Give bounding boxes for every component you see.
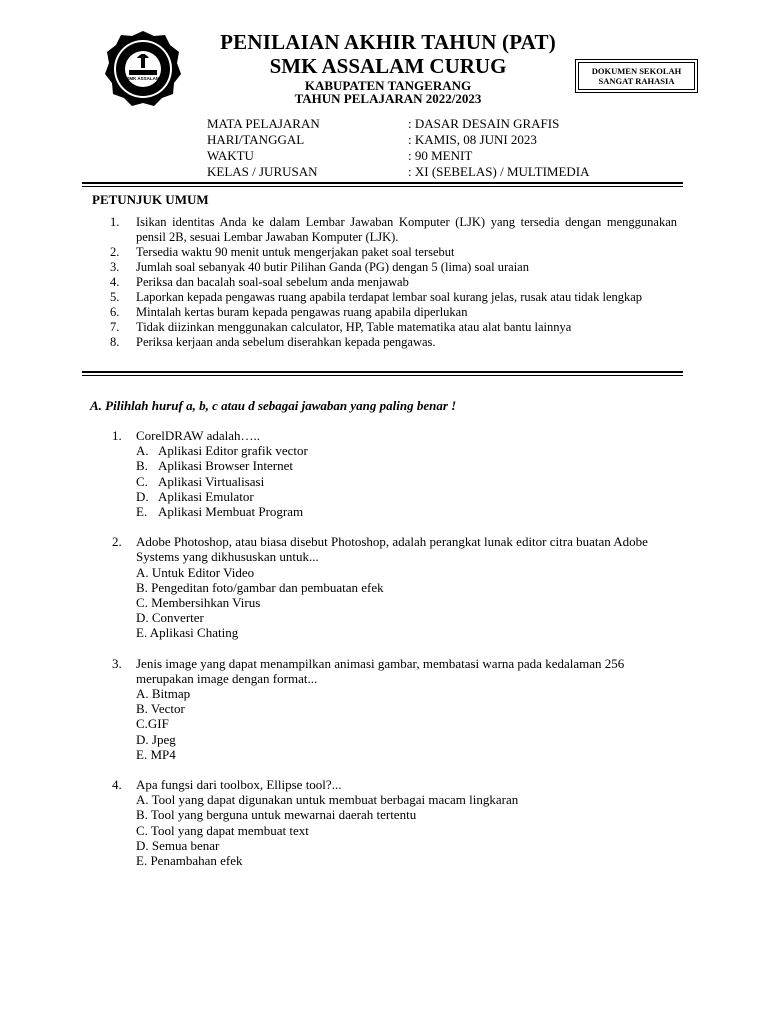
answer-option: D. Converter xyxy=(136,610,204,626)
info-value: : KAMIS, 08 JUNI 2023 xyxy=(408,132,537,147)
list-item xyxy=(110,305,677,320)
option-text: Aplikasi Virtualisasi xyxy=(158,473,265,489)
question-number: 2. xyxy=(112,534,122,550)
general-instructions-list xyxy=(110,215,677,350)
answer-option xyxy=(136,443,652,458)
option-text: Aplikasi Browser Internet xyxy=(158,458,294,474)
item-text: Periksa dan bacalah soal-soal sebelum anda menjawab xyxy=(136,275,409,289)
item-number: 3. xyxy=(110,260,120,274)
option-text: Aplikasi Emulator xyxy=(158,488,254,504)
item-number: 4. xyxy=(110,275,120,289)
question xyxy=(112,428,652,519)
list-item xyxy=(110,215,677,245)
answer-option: C. Tool yang dapat membuat text xyxy=(136,822,309,838)
item-number: 6. xyxy=(110,305,120,319)
item-number: 5. xyxy=(110,290,120,304)
option-text: Aplikasi Membuat Program xyxy=(158,504,304,520)
question-list xyxy=(112,428,652,883)
question-number: 1. xyxy=(112,428,122,443)
info-label: KELAS / JURUSAN xyxy=(207,164,318,179)
list-item xyxy=(110,275,677,290)
answer-option: A. Untuk Editor Video xyxy=(136,564,255,580)
list-item xyxy=(110,260,677,275)
regency-name: KABUPATEN TANGERANG xyxy=(304,78,472,93)
item-text: Periksa kerjaan anda sebelum diserahkan kepada pengawas. xyxy=(136,335,436,349)
academic-year: TAHUN PELAJARAN 2022/2023 xyxy=(294,91,482,106)
question-text: CorelDRAW adalah….. xyxy=(136,428,260,443)
option-letter: D. xyxy=(136,488,149,504)
question xyxy=(112,534,652,640)
answer-option xyxy=(136,489,652,504)
option-letter: B. xyxy=(136,458,148,474)
answer-option: B. Pengeditan foto/gambar dan pembuatan efek xyxy=(136,579,384,595)
answer-option: C.GIF xyxy=(136,716,169,732)
answer-option: B. Tool yang berguna untuk mewarnai daerah tertentu xyxy=(136,807,417,823)
stamp-line-1: DOKUMEN SEKOLAH xyxy=(591,66,682,76)
answer-option: A. Tool yang dapat digunakan untuk membuat berbagai macam lingkaran xyxy=(136,792,519,808)
section-a-title: A. Pilihlah huruf a, b, c atau d sebagai jawaban yang paling benar ! xyxy=(90,398,457,413)
item-text: Tersedia waktu 90 menit untuk mengerjakan paket soal tersebut xyxy=(136,245,455,259)
info-value: : DASAR DESAIN GRAFIS xyxy=(408,116,560,131)
answer-option: E. Aplikasi Chating xyxy=(136,625,239,641)
question-text: Adobe Photoshop, atau biasa disebut Photoshop, adalah perangkat lunak editor citra buatan Adobe Systems yang dikhususkan untuk... xyxy=(136,534,648,565)
question xyxy=(112,656,652,762)
option-letter: C. xyxy=(136,473,148,489)
list-item xyxy=(110,335,677,350)
confidential-stamp xyxy=(578,62,695,90)
general-instructions-title: PETUNJUK UMUM xyxy=(92,192,209,207)
question-text: Jenis image yang dapat menampilkan animasi gambar, membatasi warna pada kedalaman 256 merupakan image dengan format... xyxy=(136,655,625,686)
item-number: 1. xyxy=(110,215,120,229)
item-text: Isikan identitas Anda ke dalam Lembar Jawaban Komputer (LJK) yang tersedia dengan menggunakan pensil 2B, sesuai Lembar Jawaban Komputer (LJK). xyxy=(136,215,677,244)
question-text: Apa fungsi dari toolbox, Ellipse tool?... xyxy=(136,777,342,793)
option-text: Aplikasi Editor grafik vector xyxy=(158,443,308,459)
question-number: 3. xyxy=(112,655,122,671)
question-number: 4. xyxy=(112,777,122,793)
answer-option: C. Membersihkan Virus xyxy=(136,595,261,611)
list-item xyxy=(110,320,677,335)
answer-option: E. MP4 xyxy=(136,746,176,762)
info-value: : 90 MENIT xyxy=(408,148,473,163)
answer-option: E. Penambahan efek xyxy=(136,853,243,869)
exam-title: PENILAIAN AKHIR TAHUN (PAT) xyxy=(220,30,556,54)
answer-option: D. Jpeg xyxy=(136,731,176,747)
list-item xyxy=(110,290,677,305)
school-logo xyxy=(104,30,182,108)
info-label: WAKTU xyxy=(207,148,254,163)
divider xyxy=(82,371,683,373)
school-name: SMK ASSALAM CURUG xyxy=(269,54,507,78)
answer-option: B. Vector xyxy=(136,701,185,717)
logo-text: SMK ASSALAM xyxy=(126,76,160,81)
info-label: MATA PELAJARAN xyxy=(207,116,320,131)
divider xyxy=(82,182,683,184)
item-text: Laporkan kepada pengawas ruang apabila terdapat lembar soal kurang jelas, rusak atau tidak lengkap xyxy=(136,290,643,304)
item-text: Tidak diizinkan menggunakan calculator, HP, Table matematika atau alat bantu lainnya xyxy=(136,320,572,334)
answer-option: A. Bitmap xyxy=(136,686,191,702)
divider xyxy=(82,186,683,187)
stamp-line-2: SANGAT RAHASIA xyxy=(598,76,675,86)
item-text: Jumlah soal sebanyak 40 butir Pilihan Ganda (PG) dengan 5 (lima) soal uraian xyxy=(136,260,529,274)
item-number: 8. xyxy=(110,335,120,349)
info-value: : XI (SEBELAS) / MULTIMEDIA xyxy=(408,164,590,179)
answer-option xyxy=(136,474,652,489)
item-number: 7. xyxy=(110,320,120,334)
list-item xyxy=(110,245,677,260)
answer-option xyxy=(136,504,652,519)
answer-option: D. Semua benar xyxy=(136,837,220,853)
answer-option xyxy=(136,458,652,473)
item-number: 2. xyxy=(110,245,120,259)
divider xyxy=(82,375,683,376)
option-letter: A. xyxy=(136,443,149,459)
option-letter: E. xyxy=(136,504,148,520)
question xyxy=(112,777,652,868)
item-text: Mintalah kertas buram kepada pengawas ruang apabila diperlukan xyxy=(136,305,468,319)
info-label: HARI/TANGGAL xyxy=(207,132,305,147)
